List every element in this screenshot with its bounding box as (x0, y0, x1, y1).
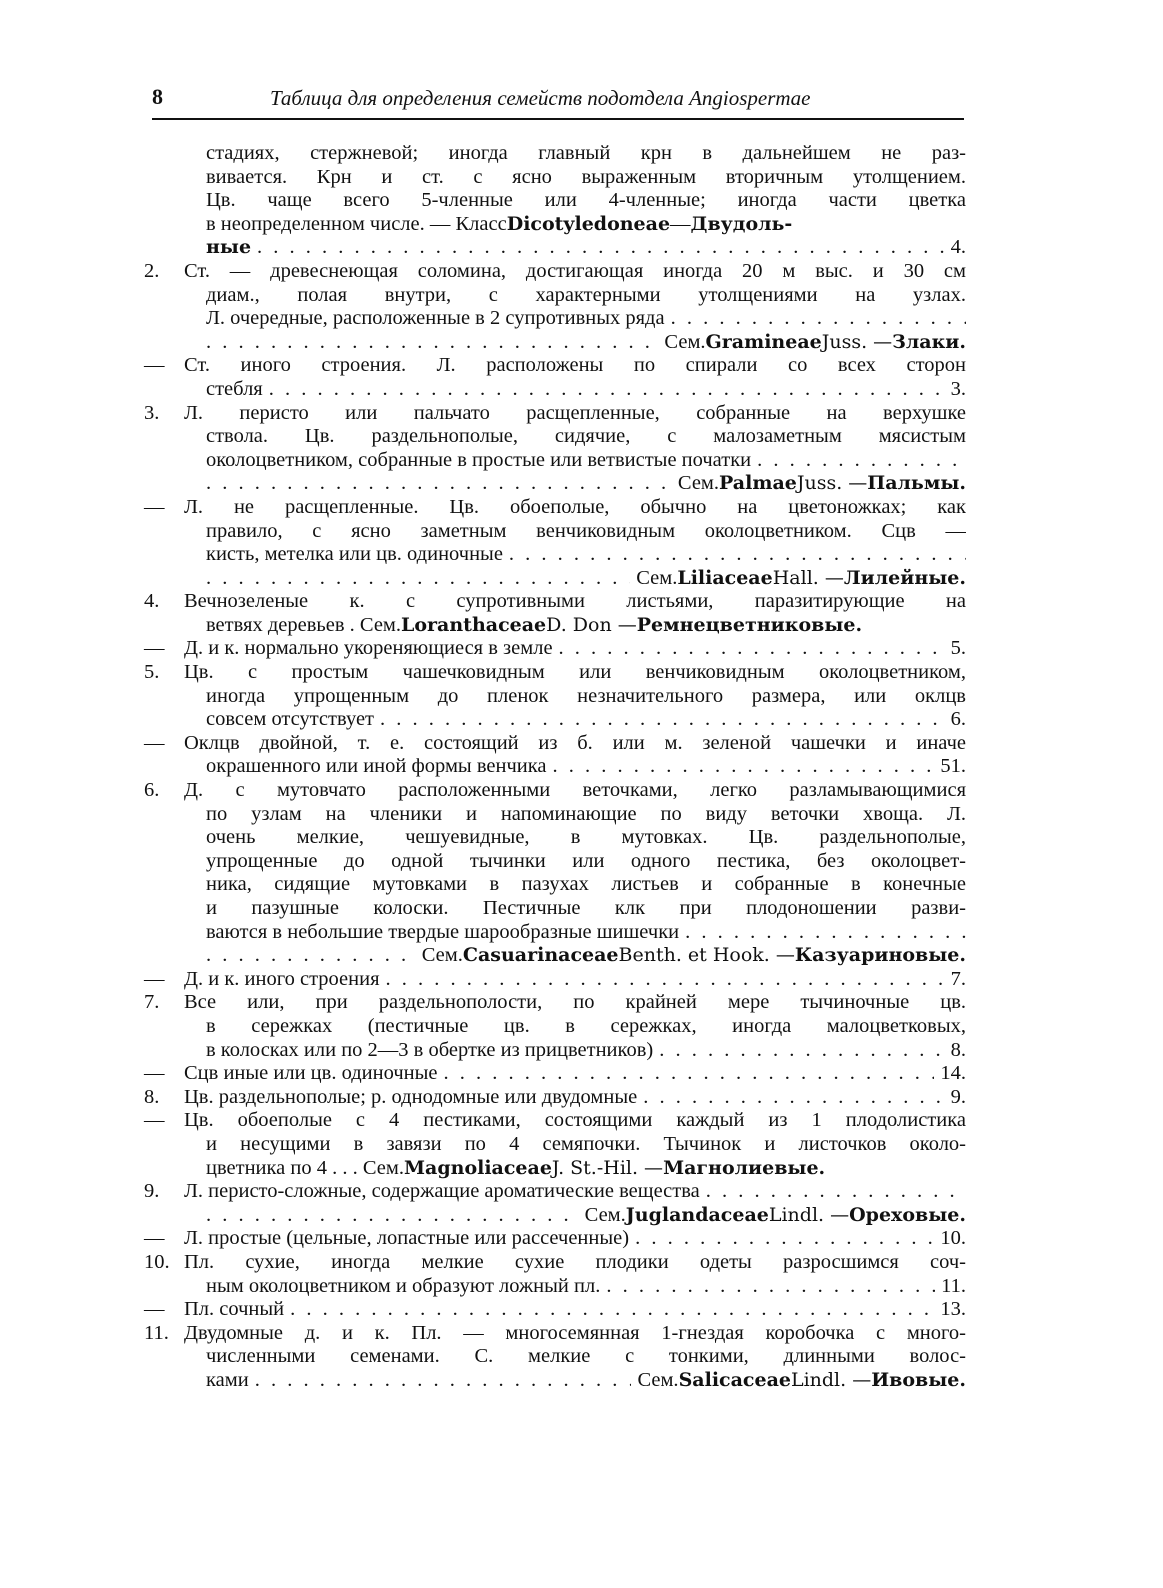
line-text (206, 543, 966, 567)
goto-number: 3. (950, 377, 966, 400)
line-text (206, 520, 966, 544)
line-text (184, 1086, 966, 1110)
key-line (144, 260, 966, 284)
family-prefix: Сем. (584, 1203, 626, 1226)
line-body: в колосках или по 2—3 в обертке из прицветников) (206, 1038, 654, 1061)
line-body: Пл. сухие, иногда мелкие сухие плодики одеты разросшимся соч- (184, 1250, 966, 1273)
line-text (206, 803, 966, 827)
line-text (206, 755, 966, 779)
line-text (206, 897, 966, 921)
key-line (144, 284, 966, 308)
line-body: кисть, метелка или цв. одиночные (206, 543, 503, 566)
line-text (184, 779, 966, 803)
line-text (206, 1345, 966, 1369)
couplet-marker: 2. (144, 259, 160, 282)
dot-leader (257, 236, 945, 260)
family-prefix: Сем. (677, 472, 720, 495)
couplet-marker: — (144, 1062, 165, 1085)
key-line (144, 732, 966, 756)
line-body: и пазушные колоски. Пестичные клк при плодоношении разви- (206, 897, 966, 919)
key-line (144, 1133, 966, 1157)
family-russian-name: Пальмы. (867, 472, 966, 495)
key-line (144, 166, 966, 190)
line-text (206, 166, 966, 190)
line-body: окрашенного или иной формы венчика (206, 755, 547, 778)
key-line (144, 1369, 966, 1393)
couplet-marker: 5. (144, 661, 160, 684)
dot-leader (671, 307, 966, 331)
dot-leader (206, 472, 672, 496)
key-line (144, 614, 966, 638)
family-prefix: Сем. (664, 330, 706, 353)
line-body: Л. простые (цельные, лопастные или рассеченные) (184, 1227, 630, 1250)
key-line (144, 708, 966, 732)
dot-leader (206, 331, 658, 355)
dot-leader (706, 1180, 966, 1204)
line-body: численными семенами. С. мелкие с тонкими, длинными волос- (206, 1345, 966, 1368)
line-text (184, 1251, 966, 1275)
couplet-marker: — (144, 967, 165, 990)
line-body: в сережках (пестичные цв. в сережках, иногда малоцветковых, (206, 1014, 966, 1037)
line-body: диам., полая внутри, с характерными утолщениями на узлах. (206, 283, 966, 306)
line-text (184, 1227, 966, 1251)
line-body: Сцв иные или цв. одиночные (184, 1062, 438, 1085)
family-latin-name: Magnoliaceae (404, 1156, 552, 1179)
page-number: 8 (152, 84, 163, 109)
couplet-marker: — (144, 1109, 165, 1132)
line-body: ствола. Цв. раздельнополые, сидячие, с малозаметным мясистым (206, 425, 966, 448)
key-line (144, 944, 966, 968)
couplet-marker: — (144, 637, 165, 660)
couplet-marker: 11. (144, 1321, 169, 1344)
key-line (144, 425, 966, 449)
key-line (144, 873, 966, 897)
family-russian-name: Злаки. (892, 330, 966, 353)
couplet-marker: — (144, 1227, 165, 1250)
line-text (206, 921, 966, 945)
goto-number: 4. (950, 236, 966, 259)
line-body: иногда упрощенным до пленок незначительного размера, или оклцв (206, 684, 966, 707)
line-body: Вечнозеленые к. с супротивными листьями, паразитирующие на (184, 590, 966, 613)
key-line (144, 803, 966, 827)
line-body: Пл. сочный (184, 1298, 285, 1321)
line-text (184, 732, 966, 756)
key-line (144, 1157, 966, 1181)
key-line (144, 307, 966, 331)
line-body: ваются в небольшие твердые шарообразные шишечки (206, 920, 680, 943)
key-line (144, 1251, 966, 1275)
key-line (144, 921, 966, 945)
family-russian-name: Двудоль- (690, 212, 793, 235)
family-russian-name: Ореховые. (849, 1203, 966, 1226)
key-text (144, 142, 966, 1392)
family-author: Juss. — (796, 472, 868, 495)
goto-number: 51. (940, 755, 966, 778)
line-text (206, 944, 966, 968)
line-text (184, 354, 966, 378)
family-author: Lindl. — (790, 1368, 872, 1391)
dot-leader (206, 1204, 579, 1228)
key-line (144, 1015, 966, 1039)
dot-leader (380, 708, 945, 732)
key-line (144, 1109, 966, 1133)
line-body: Цв. обоеполые с 4 пестиками, состоящими каждый из 1 плодолистика (184, 1109, 966, 1132)
goto-number: 7. (950, 967, 966, 990)
couplet-marker: 6. (144, 779, 160, 802)
line-text (206, 614, 966, 638)
line-text (206, 1039, 966, 1063)
line-text (206, 236, 966, 260)
line-body: Двудомные д. и к. Пл. — многосемянная 1-гнездая коробочка с много- (184, 1321, 966, 1344)
key-line (144, 213, 966, 237)
line-text (206, 189, 966, 213)
key-line (144, 236, 966, 260)
family-russian-name: Ремнецветниковые. (636, 613, 863, 636)
line-body: ками (206, 1368, 249, 1391)
line-text (184, 1109, 966, 1133)
goto-number: 5. (950, 637, 966, 660)
line-body: в неопределенном числе. — Класс (206, 212, 507, 235)
key-line (144, 897, 966, 921)
key-line (144, 520, 966, 544)
line-text (184, 1298, 966, 1322)
family-author: Hall. — (772, 566, 844, 589)
family-latin-name: Liliaceae (677, 566, 773, 589)
family-author: Benth. et Hook. — (618, 944, 795, 967)
family-russian-name: Казуариновые. (794, 944, 966, 967)
couplet-marker: 8. (144, 1085, 160, 1108)
line-text (206, 1015, 966, 1039)
page-header (152, 84, 964, 116)
line-body: ным околоцветником и образуют ложный пл. (206, 1274, 601, 1297)
key-line (144, 779, 966, 803)
couplet-marker: — (144, 495, 165, 518)
dot-leader (509, 543, 966, 567)
line-text (206, 708, 966, 732)
dot-leader (659, 1039, 944, 1063)
dot-leader (269, 378, 945, 402)
key-line (144, 755, 966, 779)
dot-leader (206, 567, 630, 591)
family-russian-name: ные (206, 236, 252, 259)
dot-leader (386, 968, 945, 992)
goto-number: 10. (940, 1227, 966, 1250)
family-latin-name: Gramineae (705, 330, 822, 353)
dot-leader (559, 637, 945, 661)
goto-number: 6. (950, 708, 966, 731)
dot-leader (444, 1062, 935, 1086)
key-line (144, 449, 966, 473)
line-text (206, 307, 966, 331)
key-line (144, 637, 966, 661)
family-prefix: Сем. (421, 944, 463, 967)
line-text (184, 637, 966, 661)
line-body: ника, сидящие мутовками в пазухах листьев и собранные в конечные (206, 873, 966, 896)
key-line (144, 354, 966, 378)
family-russian-name: Лилейные. (843, 566, 966, 589)
key-line (144, 1086, 966, 1110)
couplet-marker: 3. (144, 401, 160, 424)
line-body: Л. очередные, расположенные в 2 супротивных ряда (206, 307, 665, 330)
line-text (184, 590, 966, 614)
line-text (206, 213, 966, 237)
couplet-marker: — (144, 1298, 165, 1321)
family-latin-name: Casuarinaceae (462, 944, 619, 967)
line-body: стадиях, стержневой; иногда главный крн в дальнейшем не раз- (206, 142, 966, 164)
couplet-marker: 7. (144, 991, 160, 1014)
key-line (144, 1204, 966, 1228)
key-line (144, 1298, 966, 1322)
goto-number: 9. (950, 1085, 966, 1108)
line-text (206, 378, 966, 402)
line-body: правило, с ясно заметным венчиковидным околоцветником. Сцв — (206, 519, 966, 542)
couplet-marker: — (144, 354, 165, 377)
family-russian-name: Магнолиевые. (663, 1156, 826, 1179)
line-text (206, 331, 966, 355)
line-body: Л. не расщепленные. Цв. обоеполые, обычно на цветоножках; как (184, 495, 966, 518)
header-rule (152, 118, 964, 120)
line-body: по узлам на членики и напоминающие по виду веточки хвоща. Л. (206, 802, 966, 825)
line-body: Цв. чаще всего 5-членные или 4-членные; иногда части цветка (206, 189, 966, 212)
family-prefix: Сем. (636, 566, 678, 589)
dot-leader (553, 755, 935, 779)
family-author: Juss. — (821, 330, 893, 353)
family-latin-name: Juglandaceae (625, 1203, 769, 1226)
couplet-marker: 4. (144, 590, 160, 613)
line-text (206, 425, 966, 449)
line-body: совсем отсутствует (206, 708, 375, 731)
key-line (144, 472, 966, 496)
dot-leader (643, 1086, 944, 1110)
line-body: околоцветником, собранные в простые или ветвистые початки (206, 448, 752, 471)
line-body: ветвях деревьев . Сем. (206, 613, 402, 636)
line-text (206, 449, 966, 473)
key-line (144, 1180, 966, 1204)
key-line (144, 331, 966, 355)
key-line (144, 1275, 966, 1299)
goto-number: 11. (941, 1274, 966, 1297)
line-body: Цв. с простым чашечковидным или венчиковидным околоцветником, (184, 661, 966, 684)
key-line (144, 496, 966, 520)
line-text (184, 661, 966, 685)
family-prefix: Сем. (637, 1368, 679, 1391)
line-text (184, 968, 966, 992)
dot-leader (206, 944, 416, 968)
line-body: Л. перисто-сложные, содержащие ароматические вещества (184, 1180, 700, 1203)
family-latin-name: Salicaceae (678, 1368, 791, 1391)
couplet-marker: 10. (144, 1250, 170, 1273)
line-body: Д. и к. иного строения (184, 967, 380, 990)
family-russian-name: Ивовые. (871, 1368, 966, 1391)
dot-leader (255, 1369, 632, 1393)
line-text (184, 260, 966, 284)
key-line (144, 1345, 966, 1369)
key-line (144, 661, 966, 685)
key-line (144, 826, 966, 850)
couplet-marker: — (144, 731, 165, 754)
line-body: Л. перисто или пальчато расщепленные, собранные на верхушке (184, 401, 966, 424)
line-body: упрощенные до одной тычинки или одного пестика, без околоцвет- (206, 849, 966, 872)
key-line (144, 685, 966, 709)
family-latin-name: Palmae (719, 472, 797, 495)
line-body: очень мелкие, чешуевидные, в мутовках. Цв. раздельнополые, (206, 826, 966, 849)
line-text (184, 991, 966, 1015)
line-text (206, 1133, 966, 1157)
line-text (184, 1322, 966, 1346)
key-line (144, 590, 966, 614)
key-line (144, 850, 966, 874)
line-text (206, 567, 966, 591)
couplet-marker: 9. (144, 1180, 160, 1203)
line-text (206, 826, 966, 850)
goto-number: 8. (950, 1038, 966, 1061)
line-body: Оклцв двойной, т. е. состоящий из б. или м. зеленой чашечки и иначе (184, 731, 966, 754)
key-line (144, 968, 966, 992)
family-author: D. Don — (546, 613, 637, 636)
goto-number: 14. (940, 1062, 966, 1085)
key-line (144, 1039, 966, 1063)
line-text (206, 873, 966, 897)
key-line (144, 1227, 966, 1251)
line-text (206, 1204, 966, 1228)
line-text (206, 685, 966, 709)
dot-leader (606, 1275, 935, 1299)
key-line (144, 567, 966, 591)
goto-number: 13. (940, 1298, 966, 1321)
dot-leader (290, 1298, 934, 1322)
key-line (144, 1062, 966, 1086)
line-text (206, 1275, 966, 1299)
line-text (206, 142, 966, 166)
line-text (184, 496, 966, 520)
family-author: J. St.-Hil. — (551, 1156, 664, 1179)
line-body: цветника по 4 . . . Сем. (206, 1156, 404, 1179)
line-body: Ст. иного строения. Л. расположены по спирали со всех сторон (184, 354, 966, 377)
running-head: Таблица для определения семейств подотдела Angiospermae (270, 86, 811, 110)
key-line (144, 142, 966, 166)
dot-leader (685, 921, 966, 945)
family-latin-name: Loranthaceae (401, 613, 547, 636)
line-body: Цв. раздельнополые; р. однодомные или двудомные (184, 1085, 638, 1108)
key-line (144, 402, 966, 426)
line-body: стебля (206, 377, 263, 400)
line-text (206, 472, 966, 496)
line-text (184, 402, 966, 426)
line-text (184, 1180, 966, 1204)
line-text (206, 850, 966, 874)
line-body: Д. и к. нормально укореняющиеся в земле (184, 637, 553, 660)
line-text (184, 1062, 966, 1086)
family-author: Lindl. — (768, 1203, 850, 1226)
key-line (144, 1322, 966, 1346)
line-text (206, 284, 966, 308)
line-text (206, 1369, 966, 1393)
line-body: Д. с мутовчато расположенными веточками, легко разламывающимися (184, 779, 966, 802)
key-line (144, 189, 966, 213)
line-body: и несущими в завязи по 4 семяпочки. Тычинок и листочков около- (206, 1132, 966, 1155)
key-line (144, 991, 966, 1015)
line-text (206, 1157, 966, 1181)
line-body: Все или, при раздельнополости, по крайней мере тычиночные цв. (184, 991, 966, 1014)
dash-separator: — (670, 212, 691, 235)
family-latin-name: Dicotyledoneae (506, 212, 671, 235)
key-line (144, 378, 966, 402)
dot-leader (635, 1227, 934, 1251)
key-line (144, 543, 966, 567)
dot-leader (757, 449, 966, 473)
line-body: Ст. — древеснеющая соломина, достигающая иногда 20 м выс. и 30 см (184, 259, 966, 282)
line-body: вивается. Крн и ст. с ясно выраженным вторичным утолщением. (206, 165, 966, 188)
